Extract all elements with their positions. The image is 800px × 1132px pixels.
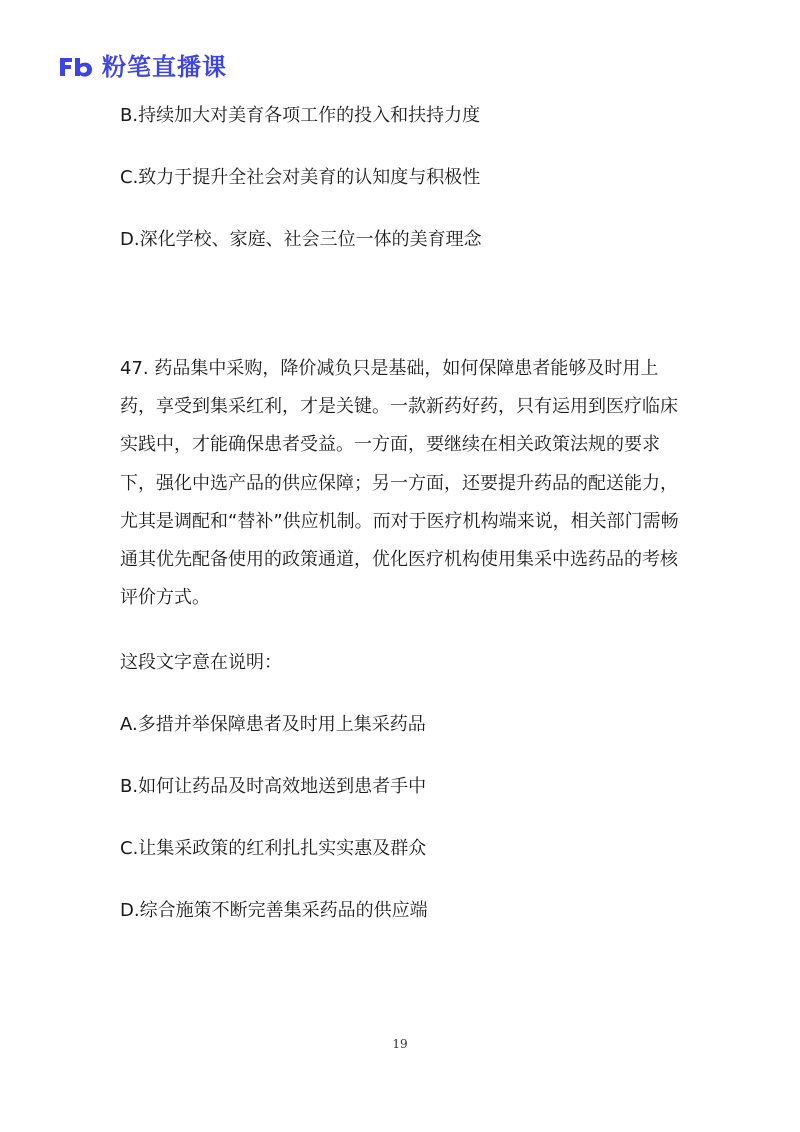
header-logo (58, 52, 227, 82)
fb-logo-icon (58, 56, 94, 78)
question-options (120, 709, 680, 927)
page-content (120, 100, 680, 927)
question-prompt: 这段文字意在说明： (120, 652, 282, 674)
option-c-prev: C.致力于提升全社会对美育的认知度与积极性 (120, 167, 481, 188)
brand-name: 粉笔直播课 (102, 53, 227, 81)
option-a: A.多措并举保障患者及时用上集采药品 (120, 714, 426, 736)
question-47 (120, 350, 680, 617)
option-b: B.如何让药品及时高效地送到患者手中 (120, 776, 427, 798)
option-d: D.综合施策不断完善集采药品的供应端 (120, 900, 428, 922)
page-number: 19 (392, 1037, 408, 1051)
question-stem: 47. 药品集中采购，降价减负只是基础，如何保障患者能够及时用上药，享受到集采红利，才是关键。一款新药好药，只有运用到医疗临床实践中，才能确保患者受益。一方面，要继续在相关政策法规的要求下，强化中选产品的供应保障；另一方面，还要提升药品的配送能力，尤其是调配和“替补”供应机制。而对于医疗机构端来说，相关部门需畅通其优先配备使用的政策通道，优化医疗机构使用集采中选药品的考核评价方式。 (120, 358, 679, 609)
previous-question-options (120, 100, 680, 256)
option-b-prev: B.持续加大对美育各项工作的投入和扶持力度 (120, 105, 481, 126)
option-d-prev: D.深化学校、家庭、社会三位一体的美育理念 (120, 229, 482, 250)
option-c: C.让集采政策的红利扎扎实实惠及群众 (120, 838, 427, 860)
